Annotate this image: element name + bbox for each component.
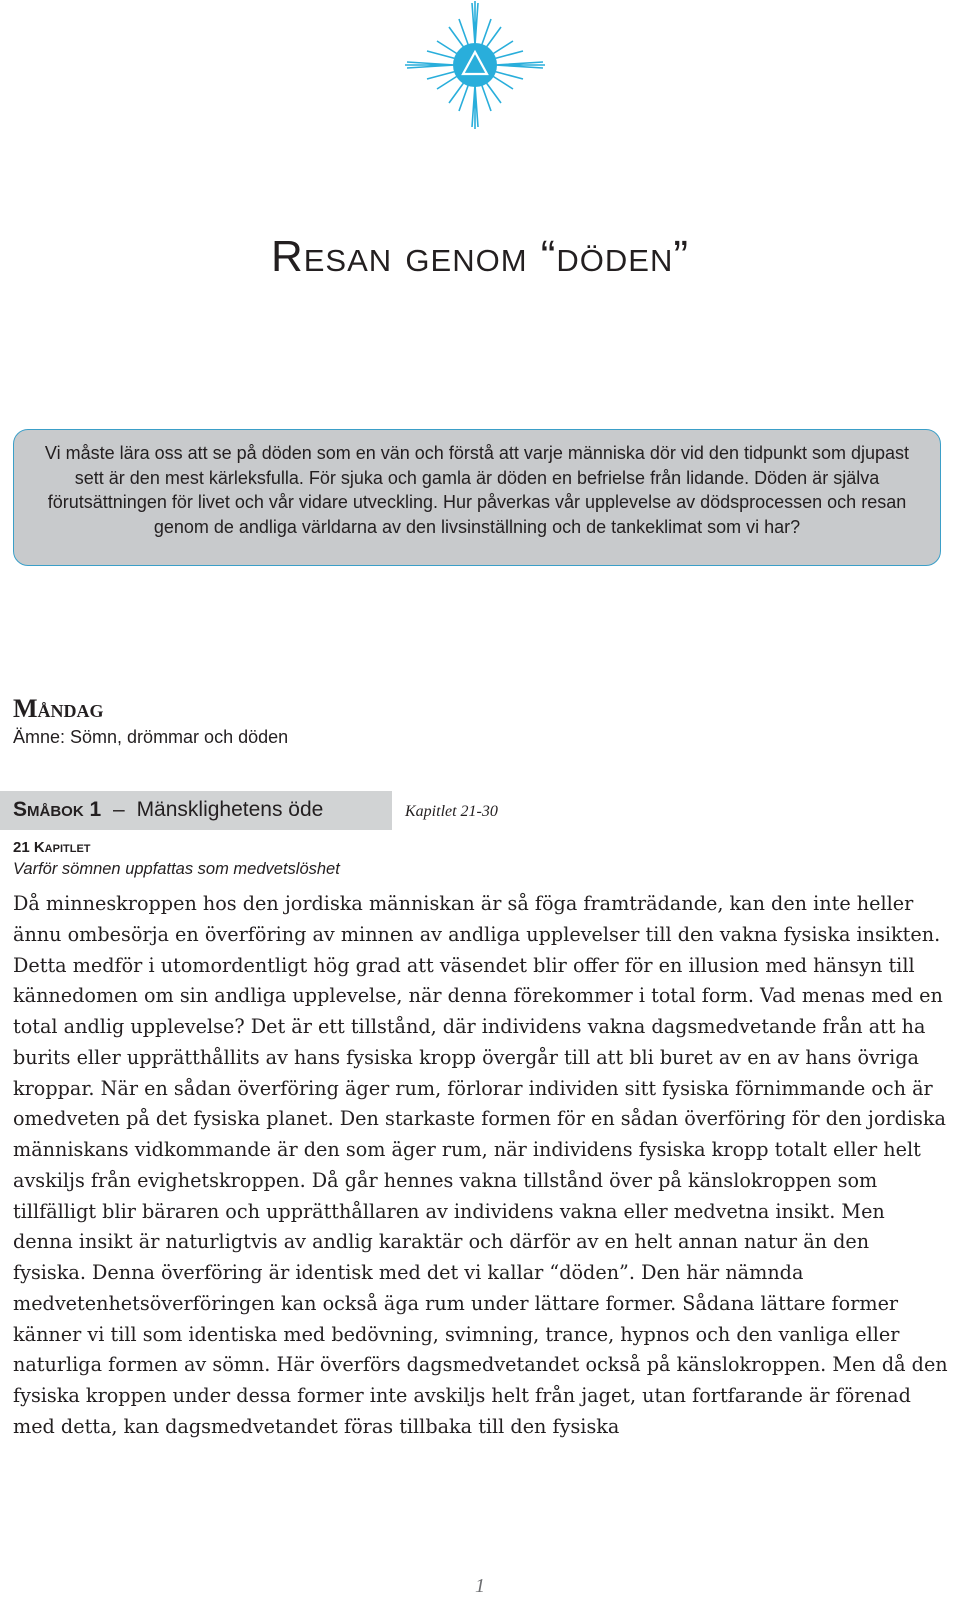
intro-text: Vi måste lära oss att se på döden som en vän och förstå att varje människa dör vid den tidpunkt som djupast sett är den mest kärleksfulla. För sjuka och gamla är döden en befrielse från lidande. Döden är själva förutsättningen för livet och vår vidare utveckling. Hur påverkas vår upplevelse av dödsprocessen och resan genom de andliga världarna av den livsinställning och de tankeklimat som vi har? bbox=[44, 443, 910, 537]
book-dash: – bbox=[113, 798, 125, 821]
subject-line: Ämne: Sömn, drömmar och döden bbox=[13, 727, 289, 747]
page-number: 1 bbox=[475, 1575, 485, 1597]
body-text: Då minneskroppen hos den jordiska människan är så föga framträdande, kan den inte heller ännu ombesörja en överföring av minnen av andliga upplevelser till den vakna fysiska insikten. Detta medför i utomordentligt hög grad att väsendet blir offer för en illusion med hänsyn till kännedomen om sin andliga upplevelse, när denna förekommer i total form. Vad menas med en total andlig upplevelse? Det är ett tillstånd, där individens vakna dagsmedvetande från att ha burits eller upprätthållits av hans fysiska kropp övergår till att bli buret av en av hans övriga kroppar. När en sådan överföring äger rum, förlorar individen sitt fysiska förnimmande och är omedveten på det fysiska planet. Den starkaste formen för en sådan överföring för den jordiska människans vidkommande är den som äger rum, när individens fysiska kropp totalt eller helt avskiljs från evighetskroppen. Då går hennes vakna tillstånd över på känslokroppen som tillfälligt blir bäraren och upprätthållaren av individens vakna eller medvetna insikt. Men denna insikt är naturligtvis av andlig karaktär och därför av en helt annan natur än den fysiska. Denna överföring är identisk med det vi kallar “döden”. Den här nämnda medvetenhetsöverföringen kan också äga rum under lättare former. Sådana lättare former känner vi till som identiska med bedövning, svimning, trance, hypnos och den vanliga eller naturliga formen av sömn. Här överförs dagsmedvetandet också på känslokroppen. Men då den fysiska kroppen under dessa former inte avskiljs helt från jaget, utan fortfarande är förenad med detta, kan dagsmedvetandet föras tillbaka till den fysiska bbox=[13, 892, 948, 1438]
book-label: Småbok 1 bbox=[13, 798, 102, 821]
day-heading: Måndag bbox=[13, 694, 104, 723]
intro-box bbox=[13, 429, 941, 566]
book-bar bbox=[0, 791, 392, 830]
chapter-number: 21 Kapitlet bbox=[13, 839, 91, 856]
chapter-range: Kapitlet 21-30 bbox=[405, 803, 498, 820]
star-triangle-logo-icon bbox=[404, 0, 546, 130]
book-name: Mänsklighetens öde bbox=[136, 798, 324, 821]
chapter-title: Varför sömnen uppfattas som medvetslöshet bbox=[13, 860, 340, 878]
page-title: Resan genom “döden” bbox=[270, 232, 689, 281]
